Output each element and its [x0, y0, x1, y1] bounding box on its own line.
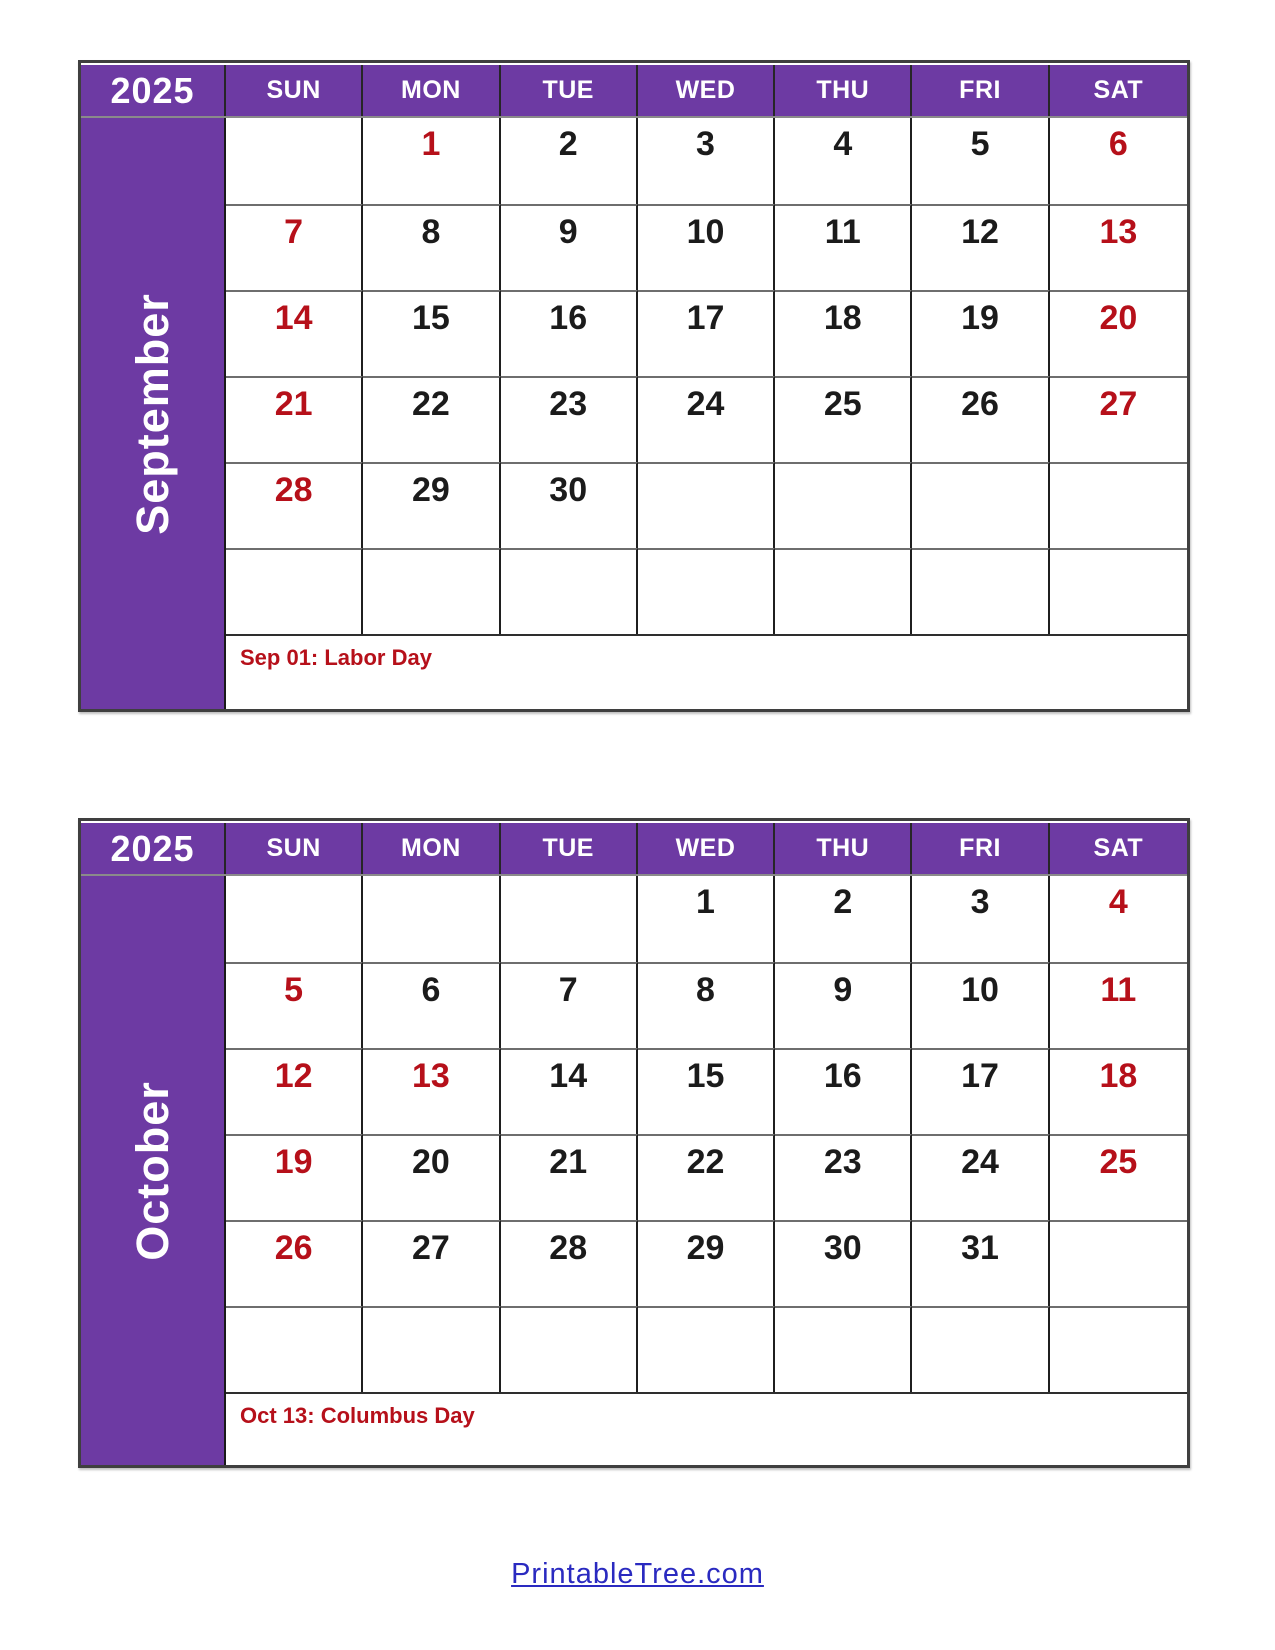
- date-cell: 31: [912, 1220, 1049, 1306]
- date-cell: 11: [1050, 962, 1187, 1048]
- day-header-thu: THU: [775, 65, 912, 116]
- date-cell: 6: [1108, 125, 1128, 163]
- date-cell: 9: [501, 204, 638, 290]
- date-cell: 12: [912, 204, 1049, 290]
- date-cell: [912, 1306, 1049, 1392]
- date-cell: 4: [775, 118, 912, 204]
- september-calendar: [78, 60, 1190, 712]
- date-cell: 19: [912, 290, 1049, 376]
- date-cell: [363, 548, 500, 634]
- date-cell: [1050, 548, 1187, 634]
- date-cell: [363, 876, 500, 962]
- date-cell: 12: [226, 1048, 363, 1134]
- date-cell: 5: [226, 962, 363, 1048]
- printabletree-link[interactable]: PrintableTree.com: [511, 1558, 764, 1590]
- date-cell: 2: [501, 118, 638, 204]
- date-cell: 4: [1108, 883, 1128, 921]
- day-header-sat: SAT: [1050, 823, 1187, 874]
- date-cell: [638, 1306, 775, 1392]
- date-cell: 19: [226, 1134, 363, 1220]
- date-cell: 13: [1050, 204, 1187, 290]
- day-header-tue: TUE: [501, 823, 638, 874]
- day-header-sun: SUN: [226, 823, 363, 874]
- date-cell: 8: [363, 204, 500, 290]
- day-header-sun: SUN: [226, 65, 363, 116]
- date-cell: 10: [912, 962, 1049, 1048]
- year-label: 2025: [81, 823, 226, 874]
- day-header-fri: FRI: [912, 65, 1049, 116]
- date-cell: 5: [912, 118, 1049, 204]
- date-cell: 23: [501, 376, 638, 462]
- year-label: 2025: [81, 65, 226, 116]
- holiday-note: Sep 01: Labor Day: [226, 634, 1187, 709]
- date-cell: 3: [638, 118, 775, 204]
- date-cell: 8: [638, 962, 775, 1048]
- date-cell: 28: [226, 462, 363, 548]
- date-cell: 28: [501, 1220, 638, 1306]
- date-cell: 9: [775, 962, 912, 1048]
- date-cell: 18: [775, 290, 912, 376]
- date-cell: [775, 1306, 912, 1392]
- date-cell: 18: [1050, 1048, 1187, 1134]
- date-cell: 2: [775, 876, 912, 962]
- day-header-fri: FRI: [912, 823, 1049, 874]
- date-cell: 16: [501, 290, 638, 376]
- day-header-mon: MON: [363, 65, 500, 116]
- date-cell: [912, 462, 1049, 548]
- date-cell: [226, 118, 363, 204]
- date-cell: [226, 876, 363, 962]
- october-calendar: [78, 818, 1190, 1468]
- date-cell: [226, 548, 363, 634]
- date-cell: 15: [638, 1048, 775, 1134]
- date-cell: 10: [638, 204, 775, 290]
- date-cell: 21: [501, 1134, 638, 1220]
- date-cell: 30: [775, 1220, 912, 1306]
- day-header-mon: MON: [363, 823, 500, 874]
- date-cell: [501, 1306, 638, 1392]
- date-cell: 20: [363, 1134, 500, 1220]
- month-name-label: September: [126, 292, 178, 535]
- date-cell: [501, 876, 638, 962]
- date-cell: 14: [501, 1048, 638, 1134]
- date-cell: 17: [638, 290, 775, 376]
- date-cell: 29: [363, 462, 500, 548]
- date-cell: 6: [363, 962, 500, 1048]
- date-cell: 1: [638, 876, 775, 962]
- holiday-note: Oct 13: Columbus Day: [226, 1392, 1187, 1465]
- date-cell: 27: [1050, 376, 1187, 462]
- month-sidebar: [81, 876, 226, 1465]
- date-cell: 26: [226, 1220, 363, 1306]
- date-cell: 25: [775, 376, 912, 462]
- dates-grid: [226, 876, 1187, 1465]
- dates-grid: [226, 118, 1187, 709]
- date-cell: [638, 462, 775, 548]
- date-cell: [912, 548, 1049, 634]
- date-cell: 29: [638, 1220, 775, 1306]
- date-cell: 3: [912, 876, 1049, 962]
- september-header-row: [81, 63, 1187, 118]
- date-cell: 22: [363, 376, 500, 462]
- october-header-row: [81, 821, 1187, 876]
- date-cell: [775, 548, 912, 634]
- month-sidebar: [81, 118, 226, 709]
- date-cell: [1050, 1306, 1187, 1392]
- date-cell: 21: [226, 376, 363, 462]
- date-cell: [638, 548, 775, 634]
- date-cell: 30: [501, 462, 638, 548]
- date-cell: [1050, 462, 1187, 548]
- date-cell: 11: [775, 204, 912, 290]
- date-cell: 23: [775, 1134, 912, 1220]
- day-header-thu: THU: [775, 823, 912, 874]
- date-cell: 7: [226, 204, 363, 290]
- date-cell: 16: [775, 1048, 912, 1134]
- day-header-tue: TUE: [501, 65, 638, 116]
- date-cell: [1050, 1220, 1187, 1306]
- date-cell: 15: [363, 290, 500, 376]
- date-cell: 22: [638, 1134, 775, 1220]
- day-header-sat: SAT: [1050, 65, 1187, 116]
- date-cell: [775, 462, 912, 548]
- month-name-label: October: [126, 1080, 178, 1261]
- date-cell: [363, 1306, 500, 1392]
- date-cell: 17: [912, 1048, 1049, 1134]
- date-cell: [501, 548, 638, 634]
- date-cell: [226, 1306, 363, 1392]
- date-cell: 7: [501, 962, 638, 1048]
- date-cell: 20: [1050, 290, 1187, 376]
- day-header-wed: WED: [638, 823, 775, 874]
- date-cell: 24: [638, 376, 775, 462]
- day-header-wed: WED: [638, 65, 775, 116]
- date-cell: 24: [912, 1134, 1049, 1220]
- date-cell: 13: [363, 1048, 500, 1134]
- date-cell: 25: [1050, 1134, 1187, 1220]
- date-cell: 26: [912, 376, 1049, 462]
- date-cell: 14: [226, 290, 363, 376]
- footer: [0, 1558, 1275, 1591]
- date-cell: 1: [363, 118, 500, 204]
- date-cell: 27: [363, 1220, 500, 1306]
